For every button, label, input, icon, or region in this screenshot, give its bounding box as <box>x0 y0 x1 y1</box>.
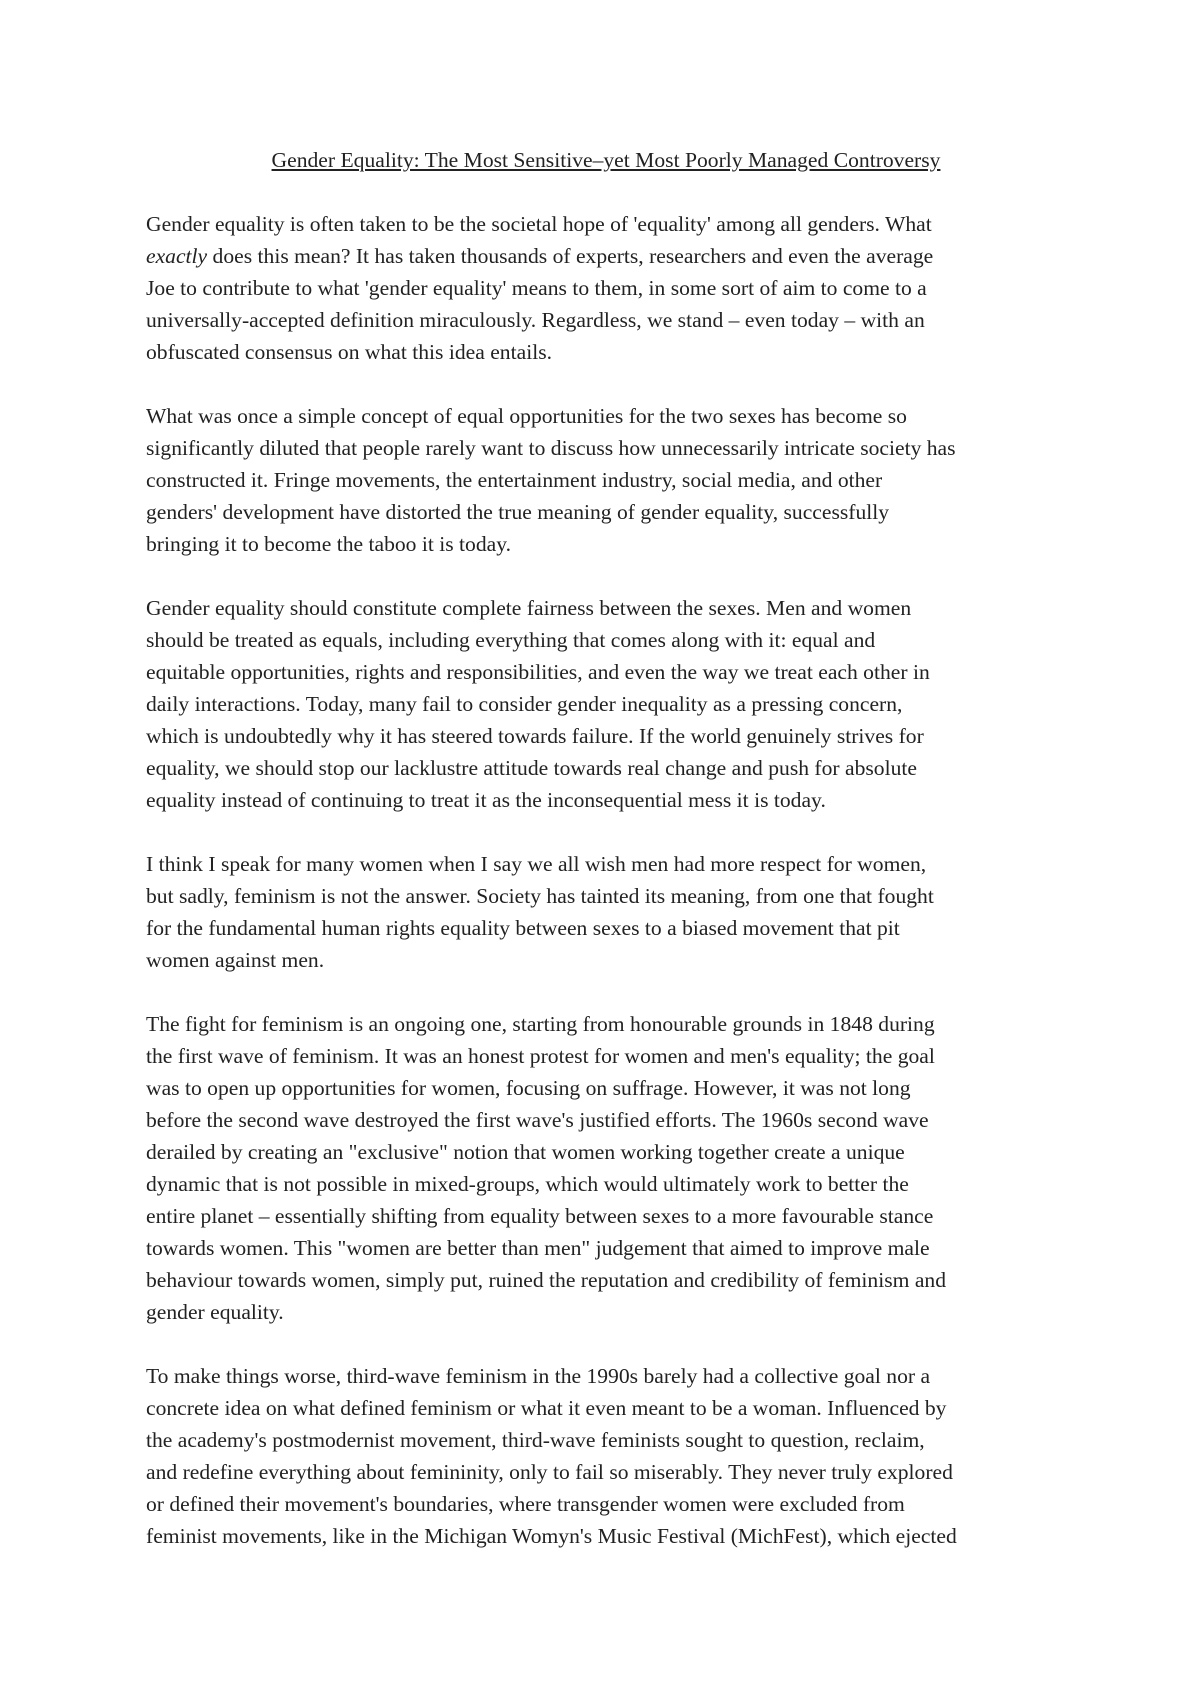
document-title: Gender Equality: The Most Sensitive–yet Most Poorly Managed Controversy <box>271 148 941 172</box>
paragraph-line-text: does this mean? It has taken thousands of experts, researchers and even the average <box>207 244 934 268</box>
paragraph-line: Joe to contribute to what 'gender equality' means to them, in some sort of aim to come to a <box>146 276 927 300</box>
paragraph-line: entire planet – essentially shifting from equality between sexes to a more favourable stance <box>146 1204 934 1228</box>
paragraph-line: universally-accepted definition miraculously. Regardless, we stand – even today – with an <box>146 308 925 332</box>
paragraph-line: gender equality. <box>146 1300 284 1324</box>
paragraph-line: was to open up opportunities for women, focusing on suffrage. However, it was not long <box>146 1076 911 1100</box>
paragraph-line: the first wave of feminism. It was an honest protest for women and men's equality; the goal <box>146 1044 935 1068</box>
paragraph-line: The fight for feminism is an ongoing one, starting from honourable grounds in 1848 during <box>146 1012 935 1036</box>
paragraph-1 <box>146 208 1066 368</box>
paragraph-line: equality instead of continuing to treat it as the inconsequential mess it is today. <box>146 788 826 812</box>
paragraph-line: but sadly, feminism is not the answer. Society has tainted its meaning, from one that fought <box>146 884 934 908</box>
paragraph-line: concrete idea on what defined feminism or what it even meant to be a woman. Influenced by <box>146 1396 947 1420</box>
paragraph-line: towards women. This "women are better than men" judgement that aimed to improve male <box>146 1236 930 1260</box>
paragraph-3 <box>146 592 1066 816</box>
document-body <box>146 144 1066 1584</box>
paragraph-6 <box>146 1360 1066 1552</box>
paragraph-line: and redefine everything about femininity, only to fail so miserably. They never truly explored <box>146 1460 953 1484</box>
paragraph-line: significantly diluted that people rarely want to discuss how unnecessarily intricate society has <box>146 436 956 460</box>
paragraph-line: To make things worse, third-wave feminism in the 1990s barely had a collective goal nor a <box>146 1364 931 1388</box>
paragraph-line: dynamic that is not possible in mixed-groups, which would ultimately work to better the <box>146 1172 909 1196</box>
paragraph-line: the academy's postmodernist movement, third-wave feminists sought to question, reclaim, <box>146 1428 925 1452</box>
paragraph-line: bringing it to become the taboo it is today. <box>146 532 512 556</box>
paragraph-line: obfuscated consensus on what this idea entails. <box>146 340 552 364</box>
paragraph-line: derailed by creating an "exclusive" notion that women working together create a unique <box>146 1140 905 1164</box>
paragraph-line: constructed it. Fringe movements, the entertainment industry, social media, and other <box>146 468 883 492</box>
paragraph-line: should be treated as equals, including everything that comes along with it: equal and <box>146 628 876 652</box>
paragraph-line: I think I speak for many women when I say we all wish men had more respect for women, <box>146 852 927 876</box>
paragraph-line: which is undoubtedly why it has steered towards failure. If the world genuinely strives for <box>146 724 924 748</box>
paragraph-line: behaviour towards women, simply put, ruined the reputation and credibility of feminism and <box>146 1268 946 1292</box>
paragraph-line: equality, we should stop our lacklustre attitude towards real change and push for absolute <box>146 756 917 780</box>
paragraph-line: women against men. <box>146 948 325 972</box>
paragraph-line: Gender equality is often taken to be the societal hope of 'equality' among all genders. What <box>146 212 932 236</box>
paragraph-line <box>146 240 1066 272</box>
paragraph-line: What was once a simple concept of equal opportunities for the two sexes has become so <box>146 404 907 428</box>
paragraph-line: genders' development have distorted the true meaning of gender equality, successfully <box>146 500 890 524</box>
paragraph-4 <box>146 848 1066 976</box>
paragraph-line: daily interactions. Today, many fail to consider gender inequality as a pressing concern, <box>146 692 903 716</box>
paragraph-line: or defined their movement's boundaries, where transgender women were excluded from <box>146 1492 905 1516</box>
paragraph-line: before the second wave destroyed the first wave's justified efforts. The 1960s second wave <box>146 1108 929 1132</box>
paragraph-line: Gender equality should constitute complete fairness between the sexes. Men and women <box>146 596 912 620</box>
paragraph-line: for the fundamental human rights equality between sexes to a biased movement that pit <box>146 916 900 940</box>
paragraph-5 <box>146 1008 1066 1328</box>
paragraph-line: equitable opportunities, rights and responsibilities, and even the way we treat each other in <box>146 660 930 684</box>
emphasis-text: exactly <box>146 244 208 268</box>
paragraph-line: feminist movements, like in the Michigan Womyn's Music Festival (MichFest), which ejected <box>146 1524 957 1548</box>
paragraph-2 <box>146 400 1066 560</box>
